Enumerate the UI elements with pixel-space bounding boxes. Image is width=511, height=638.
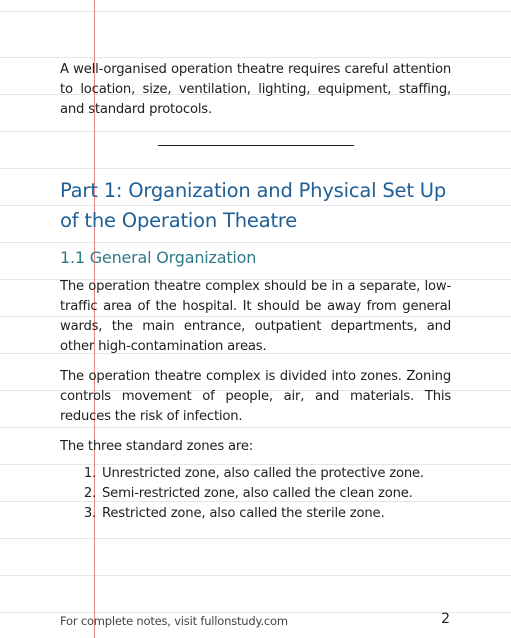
list-item: 2. Semi-restricted zone, also called the clean zone.: [100, 484, 451, 504]
page-number: 2: [441, 611, 450, 627]
section-title: 1.1 General Organization: [60, 248, 257, 267]
zones-list: [60, 464, 451, 524]
paragraph-zoning: The operation theatre complex is divided into zones. Zoning controls movement of people, air, and materials. This reduces the risk of infection.: [60, 369, 451, 424]
footer-note: For complete notes, visit fullonstudy.com: [60, 614, 288, 628]
part-title: Part 1: Organization and Physical Set Up of the Operation Theatre: [60, 179, 447, 232]
intro-paragraph: A well-organised operation theatre requires careful attention to location, size, ventilation, lighting, equipment, staffing, and standard protocols.: [60, 62, 451, 117]
section-divider: [158, 145, 354, 146]
list-item: 3. Restricted zone, also called the sterile zone.: [100, 504, 451, 524]
paragraph-zones-intro: The three standard zones are:: [60, 439, 253, 454]
paragraph-location: The operation theatre complex should be in a separate, low-traffic area of the hospital. It should be away from general wards, the main entrance, outpatient departments, and other high-contamination areas.: [60, 279, 451, 354]
list-item: 1. Unrestricted zone, also called the protective zone.: [100, 464, 451, 484]
page-content: [60, 60, 451, 524]
